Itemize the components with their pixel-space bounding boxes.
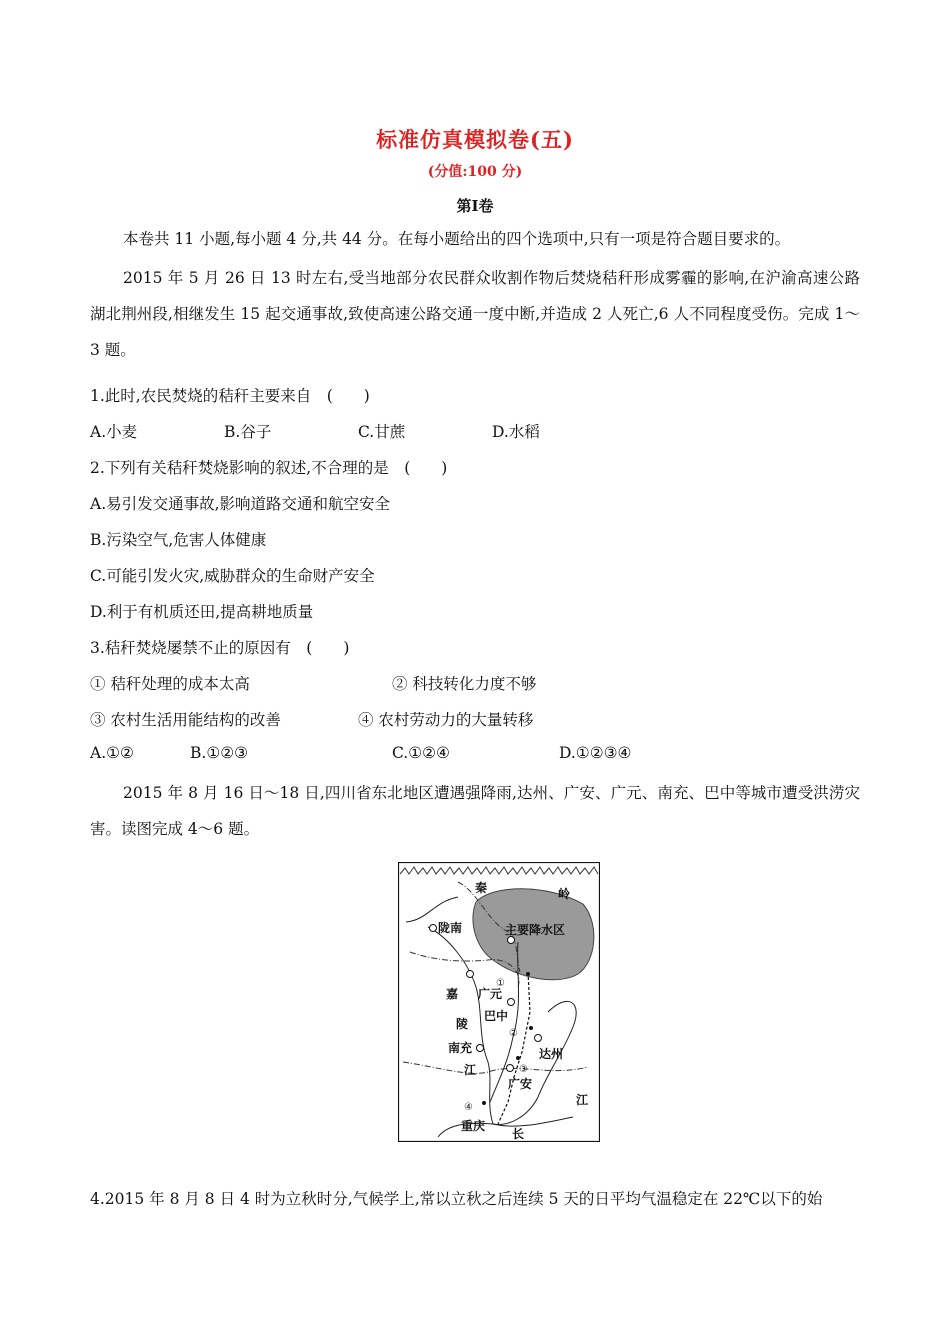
label-n3: ③	[519, 1064, 528, 1075]
q3-item-3: ③ 农村生活用能结构的改善	[90, 711, 281, 729]
q3-option-d[interactable]: D.①②③④	[559, 744, 632, 762]
label-ling: 岭	[558, 887, 571, 901]
label-bazhong: 巴中	[484, 1009, 509, 1023]
label-nanchong: 南充	[448, 1041, 473, 1055]
q3-item-4: ④ 农村劳动力的大量转移	[358, 711, 534, 729]
q3-option-a[interactable]: A.①②	[90, 744, 134, 762]
label-n1: ①	[496, 978, 505, 989]
label-guangyuan: 广元	[478, 987, 503, 1001]
label-n2: ②	[509, 1028, 518, 1039]
label-jia: 嘉	[446, 987, 459, 1001]
q3-option-c[interactable]: C.①②④	[392, 744, 450, 762]
q2-option-a[interactable]: A.易引发交通事故,影响道路交通和航空安全	[90, 495, 391, 513]
question-2-stem: 2.下列有关秸秆焚烧影响的叙述,不合理的是 ( )	[90, 459, 448, 477]
score-note: (分值:100 分)	[427, 164, 523, 180]
label-chongqing: 重庆	[461, 1119, 486, 1133]
instructions: 本卷共 11 小题,每小题 4 分,共 44 分。在每小题给出的四个选项中,只有一项是符合题目要求的。	[123, 230, 791, 248]
flood-map	[398, 862, 600, 1142]
city-longnan	[430, 925, 437, 932]
question-4-stem: 4.2015 年 8 月 8 日 4 时为立秋时分,气候学上,常以立秋之后连续 5 天的日平均气温稳定在 22℃以下的始	[90, 1190, 823, 1208]
label-lingr: 陵	[456, 1017, 469, 1031]
point-2	[529, 1026, 533, 1030]
city-bazhong	[508, 999, 515, 1006]
label-n4: ④	[464, 1102, 473, 1113]
point-4	[482, 1101, 486, 1105]
label-dazhou: 达州	[539, 1047, 564, 1061]
city-guangyuan	[467, 971, 474, 978]
section-title: 第Ⅰ卷	[456, 197, 494, 215]
label-chang: 长	[512, 1127, 525, 1141]
passage-2: 2015 年 8 月 16 日～18 日,四川省东北地区遭遇强降雨,达州、广安、广元、南充、巴中等城市遭受洪涝灾害。读图完成 4～6 题。	[90, 784, 860, 838]
q3-option-b[interactable]: B.①②③	[190, 744, 249, 762]
label-jiang: 江	[464, 1063, 477, 1077]
q3-item-1: ① 秸秆处理的成本太高	[90, 675, 250, 693]
question-3-stem: 3.秸秆焚烧屡禁不止的原因有 ( )	[90, 639, 350, 657]
q2-option-c[interactable]: C.可能引发火灾,威胁群众的生命财产安全	[90, 567, 375, 585]
point-3	[516, 1056, 520, 1060]
q2-option-b[interactable]: B.污染空气,危害人体健康	[90, 531, 267, 549]
label-qin: 秦	[475, 881, 488, 895]
label-longnan: 陇南	[438, 921, 463, 935]
point-1	[526, 972, 530, 976]
page-title: 标准仿真模拟卷(五)	[376, 127, 574, 152]
city-nanchong	[477, 1045, 484, 1052]
q1-option-a[interactable]: A.小麦	[90, 423, 138, 441]
label-rain-area: 主要降水区	[505, 923, 566, 937]
city-rain-center	[508, 937, 515, 944]
label-guangan: 广安	[508, 1077, 533, 1091]
q1-option-c[interactable]: C.甘蔗	[358, 423, 406, 441]
label-jiang2: 江	[576, 1093, 589, 1107]
question-1-stem: 1.此时,农民焚烧的秸秆主要来自 ( )	[90, 387, 370, 405]
city-dazhou	[535, 1035, 542, 1042]
q1-option-b[interactable]: B.谷子	[224, 423, 272, 441]
q1-option-d[interactable]: D.水稻	[492, 423, 540, 441]
q2-option-d[interactable]: D.利于有机质还田,提高耕地质量	[90, 603, 314, 621]
flood-map-svg	[398, 862, 600, 1142]
passage-1: 2015 年 5 月 26 日 13 时左右,受当地部分农民群众收割作物后焚烧秸秆形成雾霾的影响,在沪渝高速公路湖北荆州段,相继发生 15 起交通事故,致使高速公路交通一度中断,并造成 2 人死亡,6 人不同程度受伤。完成 1～3 题。	[90, 269, 860, 359]
q3-item-2: ② 科技转化力度不够	[392, 675, 537, 693]
city-guangan	[507, 1065, 514, 1072]
